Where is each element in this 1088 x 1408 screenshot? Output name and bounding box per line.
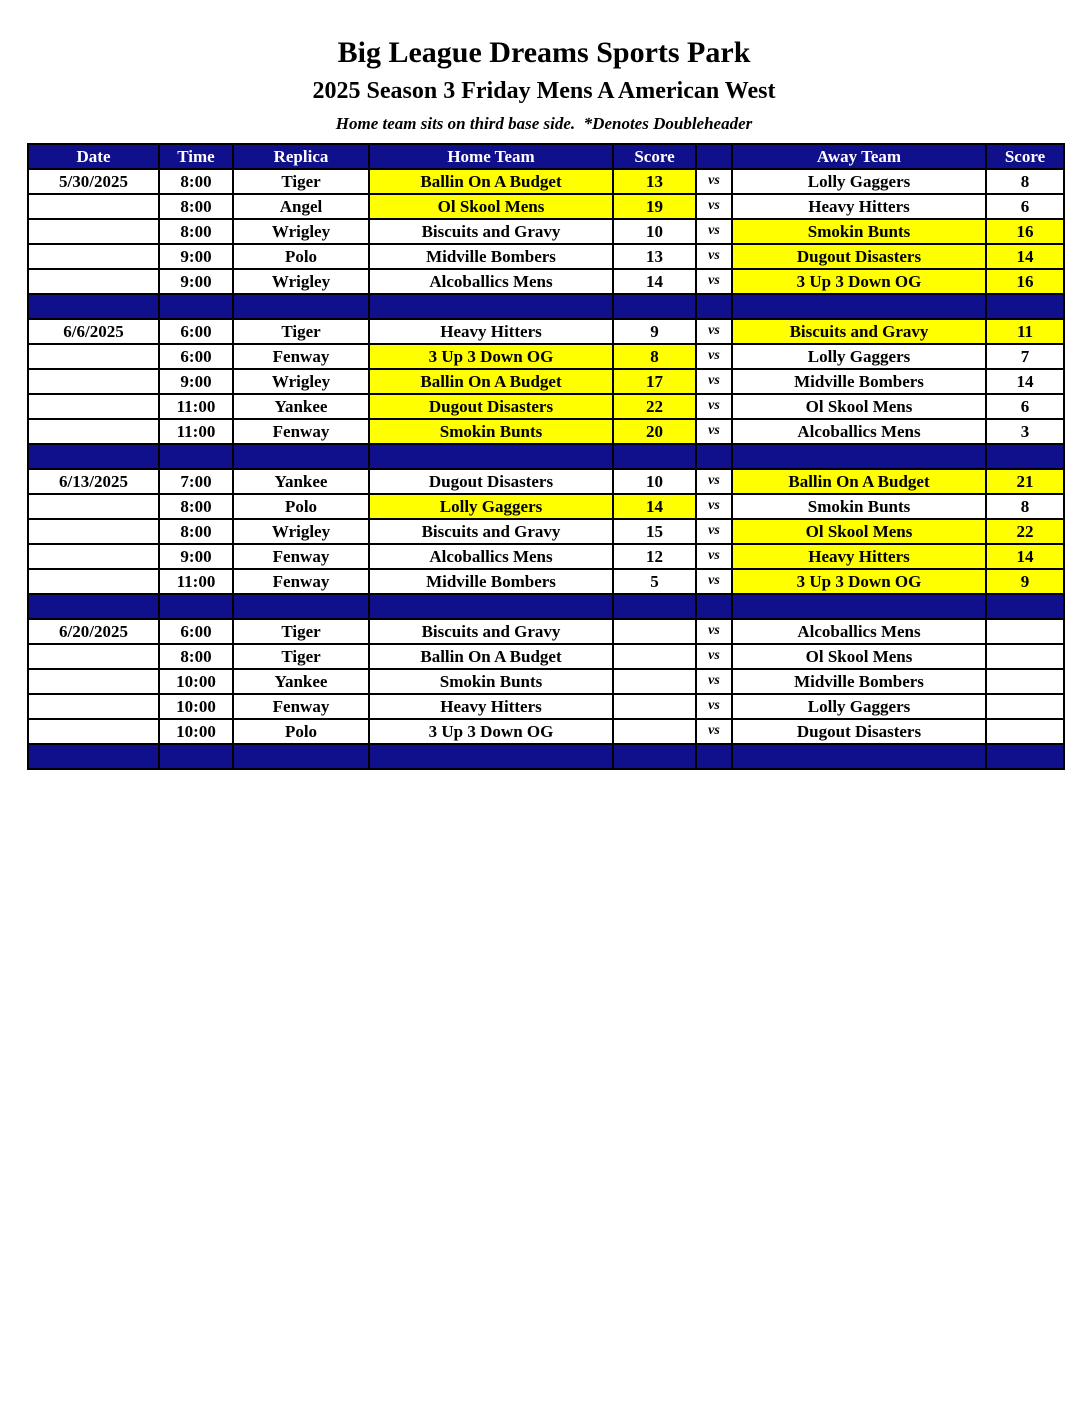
game-row — [28, 669, 1064, 694]
page-subtitle: 2025 Season 3 Friday Mens A American West — [312, 78, 776, 104]
time-cell: 8:00 — [159, 519, 233, 544]
away-team-cell: Lolly Gaggers — [732, 169, 986, 194]
away-team-cell: Ol Skool Mens — [732, 394, 986, 419]
away-score-cell: 11 — [986, 319, 1064, 344]
home-team-cell: 3 Up 3 Down OG — [369, 719, 613, 744]
home-team-cell: Dugout Disasters — [369, 469, 613, 494]
time-cell: 11:00 — [159, 419, 233, 444]
replica-cell: Wrigley — [233, 519, 369, 544]
home-score-cell: 13 — [613, 169, 696, 194]
date-cell: 6/13/2025 — [28, 469, 159, 494]
col-header-score: Score — [986, 144, 1064, 169]
game-row — [28, 644, 1064, 669]
replica-cell: Fenway — [233, 544, 369, 569]
away-team-cell: Smokin Bunts — [732, 219, 986, 244]
away-score-cell: 16 — [986, 269, 1064, 294]
away-team-cell: Biscuits and Gravy — [732, 319, 986, 344]
date-cell — [28, 419, 159, 444]
separator-row — [28, 744, 1064, 769]
game-row — [28, 369, 1064, 394]
replica-cell: Yankee — [233, 394, 369, 419]
date-cell — [28, 519, 159, 544]
vs-cell: vs — [696, 644, 732, 669]
vs-cell: vs — [696, 519, 732, 544]
col-header-time: Time — [159, 144, 233, 169]
time-cell: 11:00 — [159, 394, 233, 419]
home-team-cell: Dugout Disasters — [369, 394, 613, 419]
time-cell: 8:00 — [159, 494, 233, 519]
home-score-cell: 13 — [613, 244, 696, 269]
replica-cell: Wrigley — [233, 269, 369, 294]
replica-cell: Fenway — [233, 569, 369, 594]
date-cell — [28, 219, 159, 244]
away-team-cell: Midville Bombers — [732, 369, 986, 394]
home-score-cell — [613, 669, 696, 694]
time-cell: 9:00 — [159, 544, 233, 569]
home-score-cell: 14 — [613, 494, 696, 519]
away-score-cell: 9 — [986, 569, 1064, 594]
time-cell: 8:00 — [159, 644, 233, 669]
separator-cell — [696, 294, 732, 319]
home-team-cell: Ballin On A Budget — [369, 369, 613, 394]
game-row — [28, 269, 1064, 294]
away-score-cell: 22 — [986, 519, 1064, 544]
time-cell: 10:00 — [159, 719, 233, 744]
col-header-replica: Replica — [233, 144, 369, 169]
date-cell — [28, 644, 159, 669]
away-team-cell: Smokin Bunts — [732, 494, 986, 519]
time-cell: 7:00 — [159, 469, 233, 494]
home-team-cell: Biscuits and Gravy — [369, 219, 613, 244]
separator-cell — [159, 744, 233, 769]
away-team-cell: Ballin On A Budget — [732, 469, 986, 494]
home-team-cell: Smokin Bunts — [369, 669, 613, 694]
vs-cell: vs — [696, 694, 732, 719]
away-team-cell: Dugout Disasters — [732, 244, 986, 269]
away-score-cell: 8 — [986, 169, 1064, 194]
col-header-home-team: Home Team — [369, 144, 613, 169]
away-team-cell: Ol Skool Mens — [732, 519, 986, 544]
separator-cell — [233, 444, 369, 469]
away-score-cell: 6 — [986, 394, 1064, 419]
schedule-table — [27, 143, 1065, 770]
replica-cell: Tiger — [233, 619, 369, 644]
time-cell: 9:00 — [159, 269, 233, 294]
game-row — [28, 719, 1064, 744]
vs-cell: vs — [696, 494, 732, 519]
separator-cell — [159, 294, 233, 319]
away-team-cell: 3 Up 3 Down OG — [732, 269, 986, 294]
home-team-cell: Biscuits and Gravy — [369, 619, 613, 644]
vs-cell: vs — [696, 344, 732, 369]
away-score-cell: 16 — [986, 219, 1064, 244]
separator-cell — [233, 294, 369, 319]
away-score-cell: 7 — [986, 344, 1064, 369]
separator-cell — [986, 444, 1064, 469]
replica-cell: Angel — [233, 194, 369, 219]
game-row — [28, 344, 1064, 369]
separator-cell — [986, 744, 1064, 769]
game-row — [28, 394, 1064, 419]
date-cell: 6/20/2025 — [28, 619, 159, 644]
col-header-vs — [696, 144, 732, 169]
game-row — [28, 619, 1064, 644]
time-cell: 10:00 — [159, 669, 233, 694]
home-team-cell: Heavy Hitters — [369, 694, 613, 719]
separator-cell — [28, 444, 159, 469]
time-cell: 8:00 — [159, 194, 233, 219]
vs-cell: vs — [696, 669, 732, 694]
date-cell — [28, 394, 159, 419]
separator-cell — [28, 594, 159, 619]
separator-cell — [613, 744, 696, 769]
home-team-cell: Heavy Hitters — [369, 319, 613, 344]
home-score-cell — [613, 644, 696, 669]
separator-cell — [732, 744, 986, 769]
home-score-cell — [613, 719, 696, 744]
separator-cell — [369, 744, 613, 769]
separator-cell — [28, 294, 159, 319]
time-cell: 9:00 — [159, 244, 233, 269]
date-cell — [28, 719, 159, 744]
date-cell — [28, 494, 159, 519]
away-team-cell: Alcoballics Mens — [732, 619, 986, 644]
away-team-cell: Ol Skool Mens — [732, 644, 986, 669]
replica-cell: Wrigley — [233, 369, 369, 394]
replica-cell: Yankee — [233, 669, 369, 694]
replica-cell: Wrigley — [233, 219, 369, 244]
home-score-cell: 9 — [613, 319, 696, 344]
vs-cell: vs — [696, 569, 732, 594]
time-cell: 8:00 — [159, 219, 233, 244]
date-cell — [28, 569, 159, 594]
home-team-cell: Midville Bombers — [369, 244, 613, 269]
separator-cell — [732, 594, 986, 619]
time-cell: 8:00 — [159, 169, 233, 194]
separator-cell — [233, 594, 369, 619]
header-row — [28, 144, 1064, 169]
away-team-cell: 3 Up 3 Down OG — [732, 569, 986, 594]
vs-cell: vs — [696, 544, 732, 569]
away-score-cell — [986, 719, 1064, 744]
separator-cell — [369, 444, 613, 469]
home-team-cell: Ballin On A Budget — [369, 169, 613, 194]
replica-cell: Fenway — [233, 344, 369, 369]
date-cell — [28, 269, 159, 294]
away-score-cell — [986, 669, 1064, 694]
separator-row — [28, 444, 1064, 469]
home-score-cell: 10 — [613, 219, 696, 244]
vs-cell: vs — [696, 369, 732, 394]
home-team-cell: Alcoballics Mens — [369, 544, 613, 569]
separator-cell — [696, 444, 732, 469]
game-row — [28, 419, 1064, 444]
date-cell — [28, 344, 159, 369]
separator-cell — [159, 594, 233, 619]
vs-cell: vs — [696, 419, 732, 444]
home-score-cell — [613, 694, 696, 719]
col-header-score: Score — [613, 144, 696, 169]
replica-cell: Tiger — [233, 319, 369, 344]
home-score-cell: 20 — [613, 419, 696, 444]
away-score-cell — [986, 644, 1064, 669]
away-team-cell: Dugout Disasters — [732, 719, 986, 744]
away-score-cell: 14 — [986, 544, 1064, 569]
home-score-cell — [613, 619, 696, 644]
separator-cell — [28, 744, 159, 769]
col-header-away-team: Away Team — [732, 144, 986, 169]
game-row — [28, 169, 1064, 194]
vs-cell: vs — [696, 319, 732, 344]
game-row — [28, 219, 1064, 244]
game-row — [28, 519, 1064, 544]
vs-cell: vs — [696, 719, 732, 744]
replica-cell: Tiger — [233, 169, 369, 194]
time-cell: 6:00 — [159, 344, 233, 369]
away-team-cell: Midville Bombers — [732, 669, 986, 694]
home-team-cell: 3 Up 3 Down OG — [369, 344, 613, 369]
date-cell: 5/30/2025 — [28, 169, 159, 194]
game-row — [28, 694, 1064, 719]
home-team-cell: Alcoballics Mens — [369, 269, 613, 294]
vs-cell: vs — [696, 244, 732, 269]
date-cell — [28, 244, 159, 269]
vs-cell: vs — [696, 269, 732, 294]
home-score-cell: 22 — [613, 394, 696, 419]
away-score-cell: 8 — [986, 494, 1064, 519]
page-title: Big League Dreams Sports Park — [337, 36, 751, 69]
separator-cell — [613, 594, 696, 619]
separator-row — [28, 594, 1064, 619]
separator-cell — [696, 744, 732, 769]
home-team-cell: Midville Bombers — [369, 569, 613, 594]
separator-cell — [159, 444, 233, 469]
date-cell — [28, 369, 159, 394]
away-team-cell: Heavy Hitters — [732, 194, 986, 219]
away-score-cell: 3 — [986, 419, 1064, 444]
separator-cell — [986, 294, 1064, 319]
game-row — [28, 469, 1064, 494]
away-score-cell: 6 — [986, 194, 1064, 219]
separator-cell — [986, 594, 1064, 619]
away-score-cell — [986, 619, 1064, 644]
vs-cell: vs — [696, 194, 732, 219]
separator-cell — [233, 744, 369, 769]
date-cell — [28, 194, 159, 219]
vs-cell: vs — [696, 169, 732, 194]
schedule-table-body — [28, 169, 1064, 769]
time-cell: 9:00 — [159, 369, 233, 394]
away-team-cell: Alcoballics Mens — [732, 419, 986, 444]
home-team-cell: Biscuits and Gravy — [369, 519, 613, 544]
page-note: Home team sits on third base side. *Denotes Doubleheader — [335, 114, 753, 134]
replica-cell: Fenway — [233, 694, 369, 719]
separator-cell — [369, 294, 613, 319]
separator-cell — [732, 444, 986, 469]
away-score-cell: 21 — [986, 469, 1064, 494]
replica-cell: Polo — [233, 494, 369, 519]
replica-cell: Tiger — [233, 644, 369, 669]
separator-cell — [696, 594, 732, 619]
vs-cell: vs — [696, 394, 732, 419]
separator-cell — [732, 294, 986, 319]
time-cell: 10:00 — [159, 694, 233, 719]
replica-cell: Polo — [233, 719, 369, 744]
away-team-cell: Heavy Hitters — [732, 544, 986, 569]
game-row — [28, 319, 1064, 344]
replica-cell: Yankee — [233, 469, 369, 494]
time-cell: 6:00 — [159, 319, 233, 344]
home-score-cell: 5 — [613, 569, 696, 594]
game-row — [28, 544, 1064, 569]
vs-cell: vs — [696, 619, 732, 644]
home-team-cell: Ol Skool Mens — [369, 194, 613, 219]
away-team-cell: Lolly Gaggers — [732, 694, 986, 719]
replica-cell: Polo — [233, 244, 369, 269]
home-score-cell: 17 — [613, 369, 696, 394]
replica-cell: Fenway — [233, 419, 369, 444]
away-score-cell — [986, 694, 1064, 719]
game-row — [28, 194, 1064, 219]
home-score-cell: 8 — [613, 344, 696, 369]
date-cell: 6/6/2025 — [28, 319, 159, 344]
away-score-cell: 14 — [986, 244, 1064, 269]
separator-cell — [613, 444, 696, 469]
time-cell: 11:00 — [159, 569, 233, 594]
home-score-cell: 10 — [613, 469, 696, 494]
col-header-date: Date — [28, 144, 159, 169]
date-cell — [28, 694, 159, 719]
game-row — [28, 569, 1064, 594]
date-cell — [28, 544, 159, 569]
date-cell — [28, 669, 159, 694]
game-row — [28, 244, 1064, 269]
home-team-cell: Smokin Bunts — [369, 419, 613, 444]
schedule-table-header — [28, 144, 1064, 169]
home-score-cell: 15 — [613, 519, 696, 544]
home-score-cell: 12 — [613, 544, 696, 569]
away-team-cell: Lolly Gaggers — [732, 344, 986, 369]
vs-cell: vs — [696, 469, 732, 494]
home-score-cell: 19 — [613, 194, 696, 219]
away-score-cell: 14 — [986, 369, 1064, 394]
game-row — [28, 494, 1064, 519]
separator-row — [28, 294, 1064, 319]
separator-cell — [613, 294, 696, 319]
home-team-cell: Lolly Gaggers — [369, 494, 613, 519]
home-score-cell: 14 — [613, 269, 696, 294]
vs-cell: vs — [696, 219, 732, 244]
separator-cell — [369, 594, 613, 619]
time-cell: 6:00 — [159, 619, 233, 644]
home-team-cell: Ballin On A Budget — [369, 644, 613, 669]
